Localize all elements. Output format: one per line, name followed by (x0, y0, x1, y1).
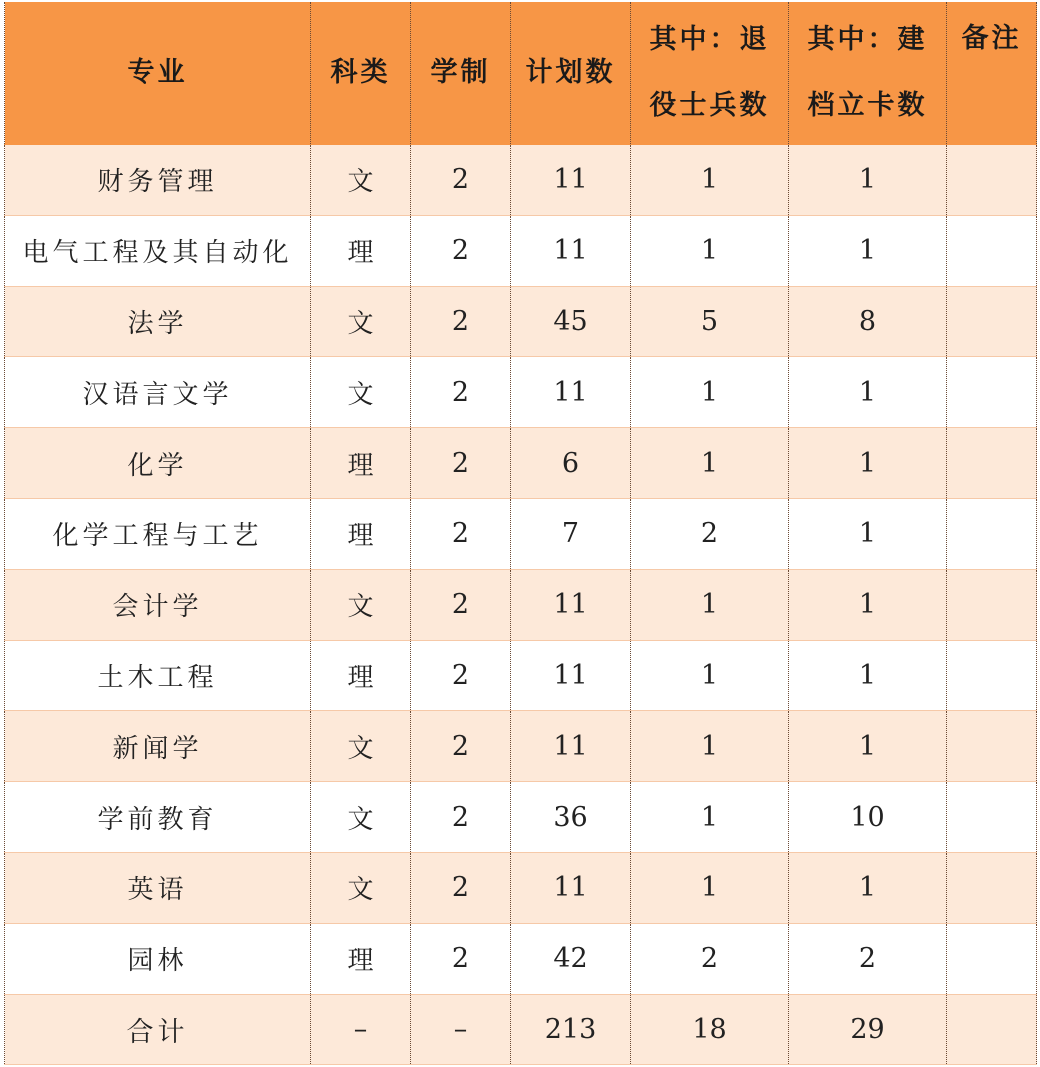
header-row (5, 2, 1037, 145)
table-row (5, 145, 1037, 216)
cell-veterans: 1 (631, 640, 789, 711)
header-remarks: 备注 (947, 2, 1037, 145)
table-row (5, 498, 1037, 569)
cell-major: 英语 (5, 852, 311, 923)
cell-category: 理 (311, 428, 411, 499)
cell-veterans: 1 (631, 145, 789, 216)
table-row (5, 640, 1037, 711)
cell-veterans: 1 (631, 852, 789, 923)
enrollment-plan-table-container (4, 2, 1037, 1065)
cell-poverty: 1 (789, 498, 947, 569)
cell-category: 文 (311, 711, 411, 782)
cell-major: 电气工程及其自动化 (5, 215, 311, 286)
total-poverty: 29 (789, 994, 947, 1065)
header-poverty-line2: 档立卡数 (807, 90, 928, 121)
cell-duration: 2 (411, 428, 511, 499)
cell-plan: 42 (511, 923, 631, 994)
header-veterans-line1: 其中：退 (649, 24, 770, 55)
cell-plan: 36 (511, 782, 631, 853)
cell-major: 新闻学 (5, 711, 311, 782)
cell-veterans: 1 (631, 215, 789, 286)
cell-duration: 2 (411, 498, 511, 569)
table-body (5, 145, 1037, 1065)
cell-poverty: 2 (789, 923, 947, 994)
header-category: 科类 (311, 2, 411, 145)
cell-plan: 11 (511, 145, 631, 216)
cell-remarks (947, 711, 1037, 782)
cell-duration: 2 (411, 215, 511, 286)
table-row (5, 782, 1037, 853)
cell-veterans: 2 (631, 498, 789, 569)
cell-category: 文 (311, 852, 411, 923)
table-header (5, 2, 1037, 145)
cell-duration: 2 (411, 852, 511, 923)
cell-duration: 2 (411, 569, 511, 640)
cell-remarks (947, 782, 1037, 853)
cell-veterans: 5 (631, 286, 789, 357)
cell-duration: 2 (411, 782, 511, 853)
cell-veterans: 1 (631, 711, 789, 782)
cell-duration: 2 (411, 286, 511, 357)
table-row (5, 357, 1037, 428)
cell-plan: 11 (511, 357, 631, 428)
cell-plan: 11 (511, 852, 631, 923)
header-duration: 学制 (411, 2, 511, 145)
header-poverty (789, 2, 947, 145)
cell-plan: 11 (511, 215, 631, 286)
table-row (5, 215, 1037, 286)
cell-plan: 7 (511, 498, 631, 569)
cell-major: 化学 (5, 428, 311, 499)
table-row (5, 569, 1037, 640)
cell-remarks (947, 569, 1037, 640)
cell-poverty: 1 (789, 145, 947, 216)
cell-poverty: 8 (789, 286, 947, 357)
cell-veterans: 1 (631, 782, 789, 853)
cell-plan: 11 (511, 569, 631, 640)
cell-major: 土木工程 (5, 640, 311, 711)
cell-remarks (947, 923, 1037, 994)
cell-plan: 11 (511, 711, 631, 782)
cell-remarks (947, 286, 1037, 357)
cell-veterans: 1 (631, 569, 789, 640)
table-row (5, 428, 1037, 499)
cell-category: 文 (311, 782, 411, 853)
cell-major: 财务管理 (5, 145, 311, 216)
cell-plan: 6 (511, 428, 631, 499)
cell-poverty: 1 (789, 428, 947, 499)
header-plan: 计划数 (511, 2, 631, 145)
cell-major: 学前教育 (5, 782, 311, 853)
cell-remarks (947, 640, 1037, 711)
cell-major: 化学工程与工艺 (5, 498, 311, 569)
cell-poverty: 1 (789, 357, 947, 428)
cell-remarks (947, 428, 1037, 499)
enrollment-plan-table (4, 2, 1037, 1065)
cell-duration: 2 (411, 640, 511, 711)
cell-duration: 2 (411, 923, 511, 994)
table-row (5, 852, 1037, 923)
table-row (5, 711, 1037, 782)
cell-poverty: 1 (789, 711, 947, 782)
total-label: 合计 (5, 994, 311, 1065)
cell-remarks (947, 498, 1037, 569)
cell-remarks (947, 852, 1037, 923)
cell-category: 文 (311, 145, 411, 216)
cell-duration: 2 (411, 357, 511, 428)
cell-duration: 2 (411, 711, 511, 782)
total-plan: 213 (511, 994, 631, 1065)
cell-remarks (947, 357, 1037, 428)
header-major: 专业 (5, 2, 311, 145)
cell-major: 汉语言文学 (5, 357, 311, 428)
table-row (5, 286, 1037, 357)
cell-veterans: 1 (631, 428, 789, 499)
cell-plan: 11 (511, 640, 631, 711)
cell-category: 理 (311, 498, 411, 569)
total-remarks (947, 994, 1037, 1065)
header-poverty-line1: 其中：建 (807, 24, 928, 55)
cell-category: 理 (311, 215, 411, 286)
cell-poverty: 1 (789, 852, 947, 923)
cell-category: 理 (311, 640, 411, 711)
cell-major: 法学 (5, 286, 311, 357)
cell-major: 园林 (5, 923, 311, 994)
cell-poverty: 1 (789, 640, 947, 711)
cell-poverty: 1 (789, 569, 947, 640)
cell-poverty: 10 (789, 782, 947, 853)
cell-plan: 45 (511, 286, 631, 357)
total-row (5, 994, 1037, 1065)
cell-category: 理 (311, 923, 411, 994)
cell-veterans: 1 (631, 357, 789, 428)
cell-poverty: 1 (789, 215, 947, 286)
cell-remarks (947, 215, 1037, 286)
header-veterans (631, 2, 789, 145)
header-veterans-line2: 役士兵数 (649, 90, 770, 121)
cell-category: 文 (311, 569, 411, 640)
cell-category: 文 (311, 357, 411, 428)
table-row (5, 923, 1037, 994)
total-veterans: 18 (631, 994, 789, 1065)
cell-major: 会计学 (5, 569, 311, 640)
cell-duration: 2 (411, 145, 511, 216)
cell-remarks (947, 145, 1037, 216)
total-duration: – (411, 994, 511, 1065)
cell-category: 文 (311, 286, 411, 357)
cell-veterans: 2 (631, 923, 789, 994)
total-category: – (311, 994, 411, 1065)
